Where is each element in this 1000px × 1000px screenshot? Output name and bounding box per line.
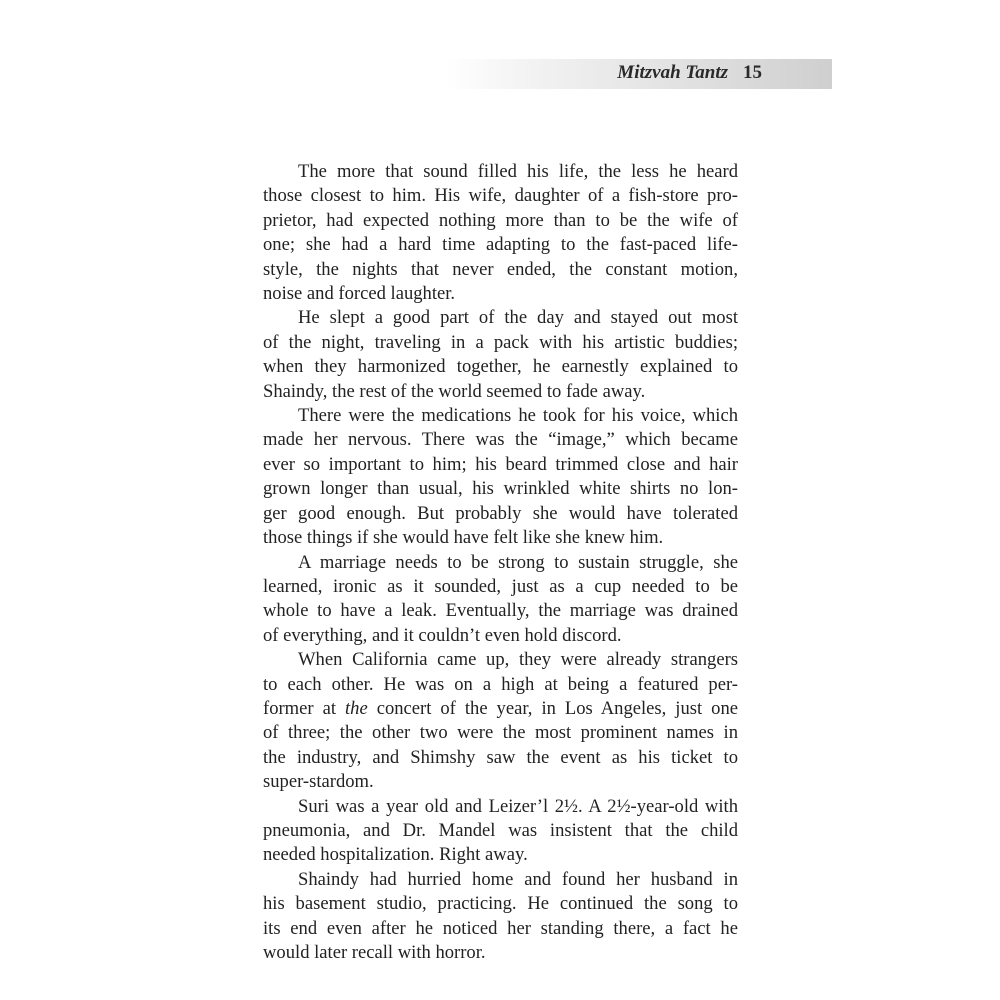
text-line: its end even after he noticed her standing there, a fact he (263, 917, 738, 939)
text-line: of everything, and it couldn’t even hold discord. (263, 624, 622, 646)
text-line: super-stardom. (263, 771, 374, 793)
text-line: made her nervous. There was the “image,” which became (263, 429, 738, 451)
paragraph (263, 795, 738, 868)
text-line: to each other. He was on a high at being a featured per- (263, 673, 738, 695)
paragraph (263, 551, 738, 649)
text-line: of three; the other two were the most prominent names in (263, 722, 738, 744)
running-head (445, 59, 832, 89)
text-line: style, the nights that never ended, the constant motion, (263, 258, 738, 280)
text-line: Suri was a year old and Leizer’l 2½. A 2½-year-old with (298, 795, 738, 817)
text-line: prietor, had expected nothing more than to be the wife of (263, 209, 738, 231)
text-line: When California came up, they were already strangers (298, 649, 738, 671)
text-line: noise and forced laughter. (263, 283, 456, 305)
text-line: ger good enough. But probably she would have tolerated (263, 502, 738, 524)
text-line: former at the concert of the year, in Los Angeles, just one (263, 697, 738, 719)
text-line: learned, ironic as it sounded, just as a cup needed to be (263, 575, 738, 597)
text-line: A marriage needs to be strong to sustain struggle, she (298, 551, 738, 573)
text-line: He slept a good part of the day and stayed out most (298, 307, 738, 329)
running-title: Mitzvah Tantz (617, 62, 728, 83)
page-number: 15 (743, 62, 762, 83)
text-line: the industry, and Shimshy saw the event as his ticket to (263, 746, 738, 768)
emphasis: the (344, 697, 368, 719)
paragraph (263, 160, 738, 306)
paragraph (263, 868, 738, 966)
text-line: There were the medications he took for his voice, which (298, 405, 738, 427)
paragraph (263, 404, 738, 550)
text-line: grown longer than usual, his wrinkled white shirts no lon- (263, 478, 738, 500)
text-line: when they harmonized together, he earnestly explained to (263, 356, 738, 378)
text-line: would later recall with horror. (263, 942, 486, 963)
text-line: of the night, traveling in a pack with his artistic buddies; (263, 331, 738, 353)
text-line: whole to have a leak. Eventually, the marriage was drained (263, 600, 738, 622)
body-text (263, 160, 738, 965)
text-line: Shaindy had hurried home and found her husband in (298, 868, 738, 890)
text-line: one; she had a hard time adapting to the fast-paced life- (263, 234, 738, 256)
text-line: those closest to him. His wife, daughter of a fish-store pro- (263, 185, 738, 207)
text-line: Shaindy, the rest of the world seemed to fade away. (263, 380, 646, 402)
paragraph (263, 648, 738, 794)
text-line: needed hospitalization. Right away. (263, 844, 528, 866)
text-line: ever so important to him; his beard trimmed close and hair (263, 453, 738, 475)
text-line: The more that sound filled his life, the less he heard (298, 161, 738, 182)
text-line: pneumonia, and Dr. Mandel was insistent that the child (263, 819, 738, 841)
text-line: his basement studio, practicing. He continued the song to (263, 893, 738, 915)
text-line: those things if she would have felt like she knew him. (263, 527, 664, 549)
paragraph (263, 306, 738, 404)
